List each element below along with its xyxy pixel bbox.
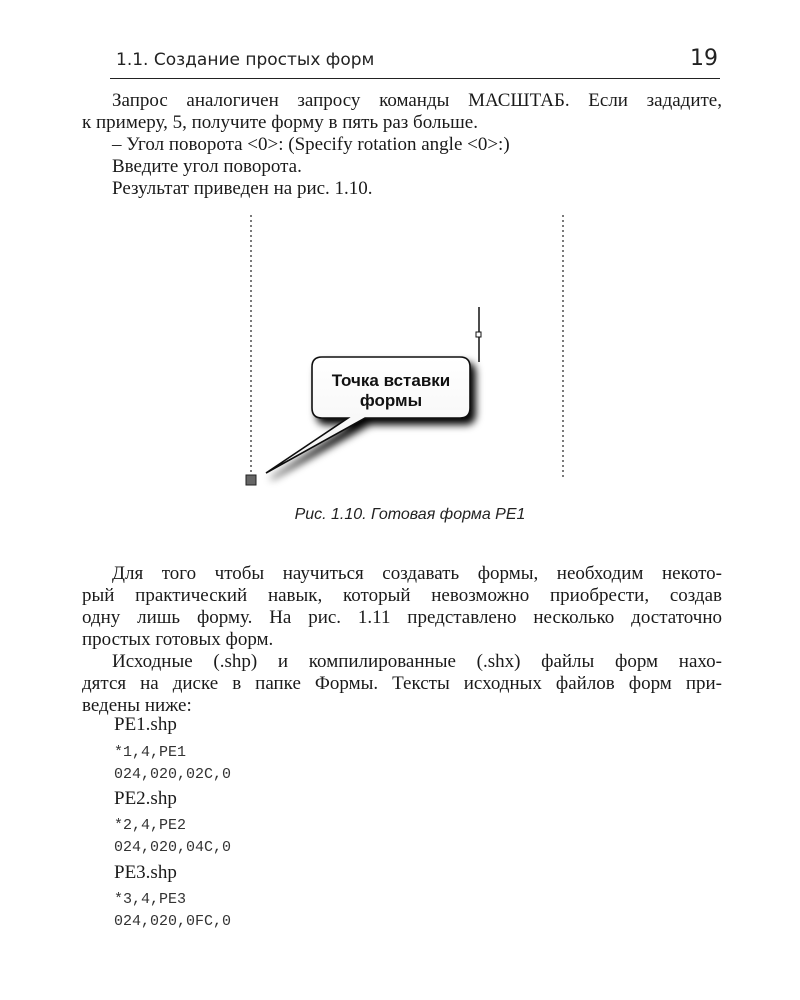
figure-caption: Рис. 1.10. Готовая форма PE1 bbox=[294, 506, 526, 523]
code-line: *1,4,PE1 bbox=[114, 744, 187, 761]
callout-label-line1: Точка вставки bbox=[331, 371, 451, 390]
text-line: ведены ниже: bbox=[82, 695, 192, 716]
figure-1-10 bbox=[230, 210, 590, 495]
page-header bbox=[110, 44, 720, 79]
text-line: простых готовых форм. bbox=[82, 629, 274, 650]
figure-drawing bbox=[230, 210, 590, 495]
page-number: 19 bbox=[690, 46, 718, 71]
text-line: – Угол поворота <0>: (Specify rotation angle <0>:) bbox=[112, 134, 510, 155]
code-line: 024,020,0FC,0 bbox=[114, 913, 232, 930]
intro-paragraph bbox=[82, 90, 722, 200]
text-line: к примеру, 5, получите форму в пять раз больше. bbox=[82, 112, 478, 133]
code-line: *3,4,PE3 bbox=[114, 891, 187, 908]
text-line: одну лишь форму. На рис. 1.11 представлено несколько достаточно bbox=[82, 607, 722, 628]
callout-label-line2: формы bbox=[359, 391, 423, 410]
file-name-pe2: PE2.shp bbox=[114, 788, 177, 809]
code-line: *2,4,PE2 bbox=[114, 817, 187, 834]
code-line: 024,020,04C,0 bbox=[114, 839, 232, 856]
insertion-point-marker bbox=[246, 475, 256, 485]
text-line: дятся на диске в папке Формы. Тексты исходных файлов форм при- bbox=[82, 673, 722, 694]
text-line: рый практический навык, который невозможно приобрести, создав bbox=[82, 585, 722, 606]
text-line: Запрос аналогичен запросу команды МАСШТАБ. Если зададите, bbox=[112, 90, 722, 111]
body-paragraph bbox=[82, 563, 722, 717]
file-name-pe1: PE1.shp bbox=[114, 714, 177, 735]
code-line: 024,020,02C,0 bbox=[114, 766, 232, 783]
text-line: Введите угол поворота. bbox=[112, 156, 302, 177]
file-name-pe3: PE3.shp bbox=[114, 862, 177, 883]
text-line: Исходные (.shp) и компилированные (.shx) файлы форм нахо- bbox=[112, 651, 722, 672]
text-line: Результат приведен на рис. 1.10. bbox=[112, 178, 373, 199]
shape-grip bbox=[476, 332, 481, 337]
text-line: Для того чтобы научиться создавать формы, необходим некото- bbox=[112, 563, 722, 584]
section-title: 1.1. Создание простых форм bbox=[116, 50, 375, 70]
